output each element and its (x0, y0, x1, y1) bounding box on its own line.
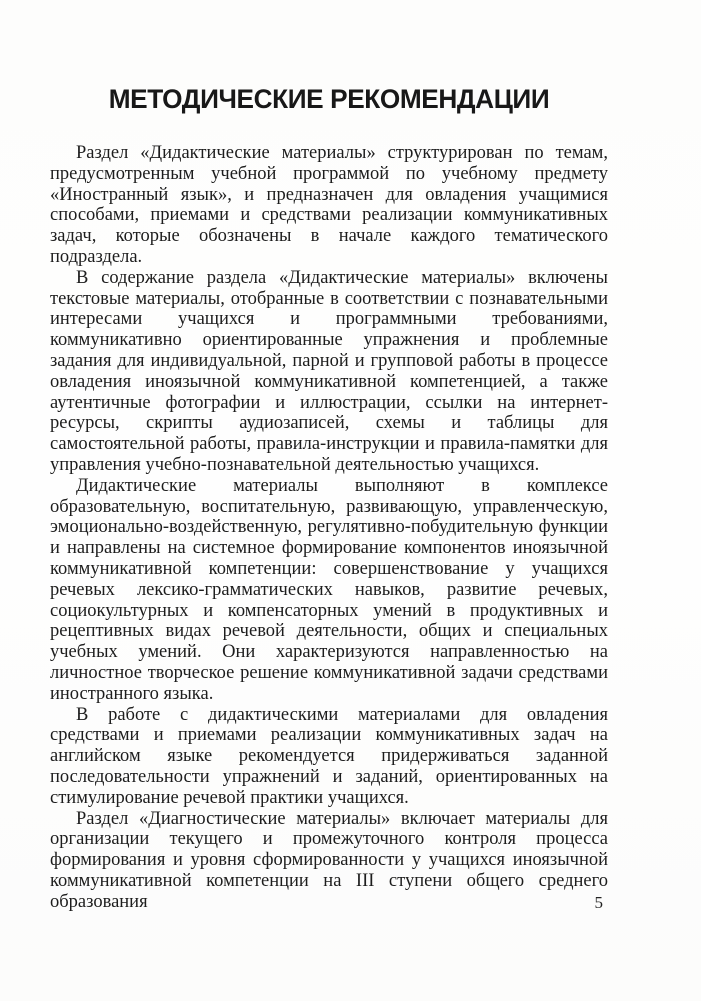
page-title: МЕТОДИЧЕСКИЕ РЕКОМЕНДАЦИИ (108, 84, 550, 114)
paragraph-4: В работе с дидактическими материалами для овладения средствами и приемами реализации коммуникативных задач на английском языке рекомендуется придерживаться заданной последовательности упражнений и заданий, ориентированных на стимулирование речевой практики учащихся. (50, 704, 608, 808)
paragraph-5: Раздел «Диагностические материалы» включает материалы для организации текущего и промежуточного контроля процесса формирования и уровня сформированности у учащихся иноязычной коммуникативной компетенции на III ступени общего среднего образования (50, 808, 608, 912)
paragraph-2: В содержание раздела «Дидактические материалы» включены текстовые материалы, отобранные в соответствии с познавательными интересами учащихся и программными требованиями, коммуникативно ориентированные упражнения и проблемные задания для индивидуальной, парной и групповой работы в процессе овладения иноязычной коммуникативной компетенцией, а также аутентичные фотографии и иллюстрации, ссылки на интернет-ресурсы, скрипты аудиозаписей, схемы и таблицы для самостоятельной работы, правила-инструкции и правила-памятки для управления учебно-познавательной деятельностью учащихся. (50, 267, 608, 475)
paragraph-3: Дидактические материалы выполняют в комплексе образовательную, воспитательную, развивающую, управленческую, эмоционально-воздейственную, регулятивно-побудительную функции и направлены на системное формирование компонентов иноязычной коммуникативной компетенции: совершенствование у учащихся речевых лексико-грамматических навыков, развитие речевых, социокультурных и компенсаторных умений в продуктивных и рецептивных видах речевой деятельности, общих и специальных учебных умений. Они характеризуются направленностью на личностное творческое решение коммуникативной задачи средствами иностранного языка. (50, 475, 608, 704)
page-number: 5 (594, 893, 603, 912)
paragraph-1: Раздел «Дидактические материалы» структурирован по темам, предусмотренным учебной программой по учебному предмету «Иностранный язык», и предназначен для овладения учащимися способами, приемами и средствами реализации коммуникативных задач, которые обозначены в начале каждого тематического подраздела. (50, 143, 608, 267)
body-text (50, 143, 608, 912)
